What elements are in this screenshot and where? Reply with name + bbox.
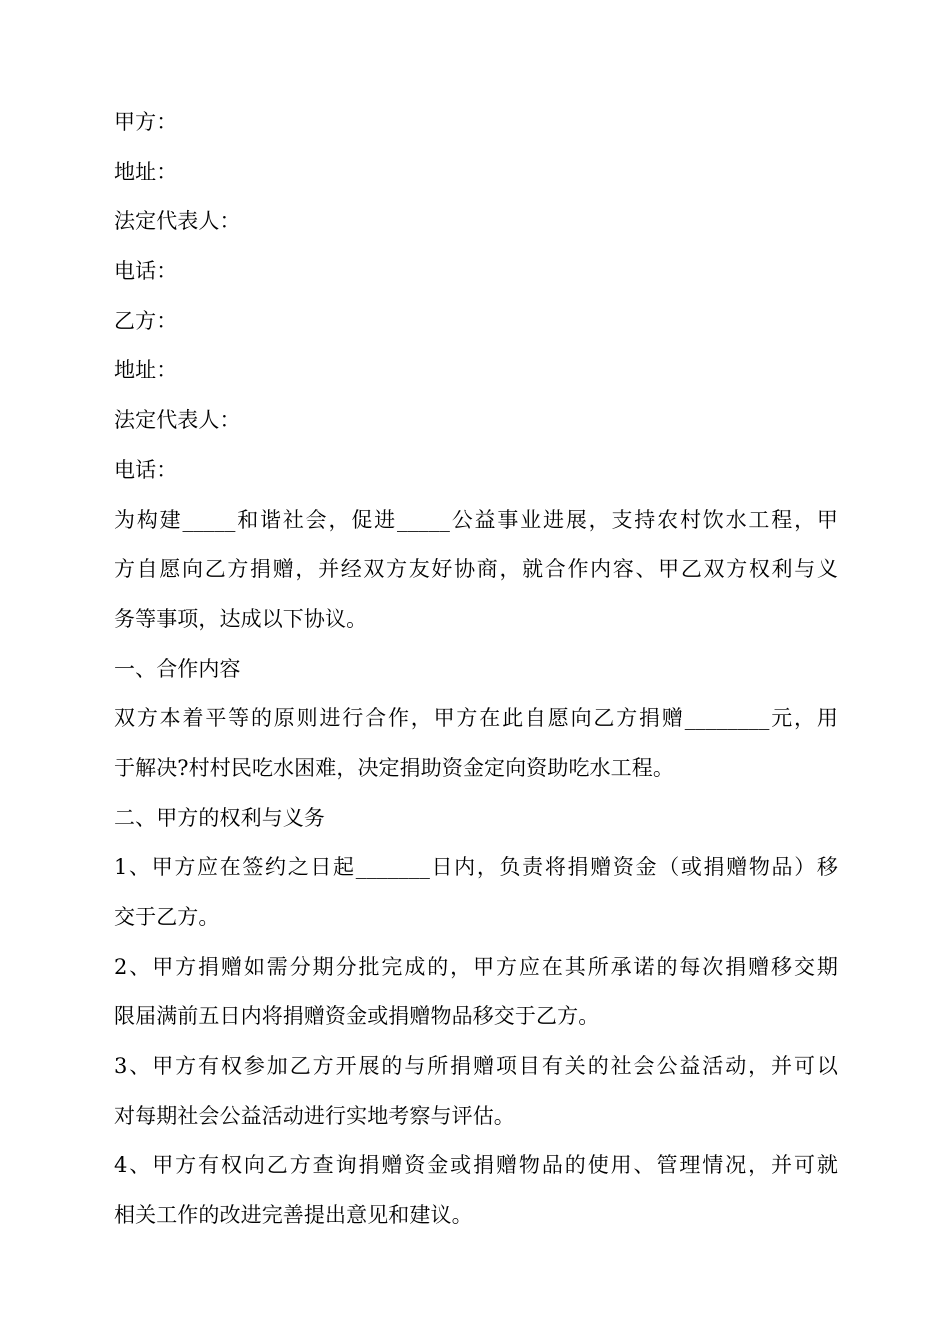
document-body bbox=[114, 102, 838, 1245]
party-a-address-label: 地址： bbox=[114, 159, 178, 184]
party-a-representative-label: 法定代表人： bbox=[114, 209, 241, 234]
clause-4-line-2: 相关工作的改进完善提出意见和建议。 bbox=[114, 1203, 473, 1228]
clause-4-line-1: 4、甲方有权向乙方查询捐赠资金或捐赠物品的使用、管理情况，并可就 bbox=[114, 1153, 838, 1178]
party-a-phone-label: 电话： bbox=[114, 259, 178, 284]
clause-1-line-1: 1、甲方应在签约之日起_______日内，负责将捐赠资金（或捐赠物品）移 bbox=[114, 855, 838, 880]
party-b-label: 乙方： bbox=[114, 308, 178, 333]
party-b-address-label: 地址： bbox=[114, 358, 178, 383]
preamble-line-2: 方自愿向乙方捐赠，并经双方友好协商，就合作内容、甲乙双方权利与义 bbox=[114, 557, 838, 582]
clause-2-line-1: 2、甲方捐赠如需分期分批完成的，甲方应在其所承诺的每次捐赠移交期 bbox=[114, 954, 838, 979]
cooperation-line-1: 双方本着平等的原则进行合作，甲方在此自愿向乙方捐赠________元，用 bbox=[114, 706, 838, 731]
party-a-label: 甲方： bbox=[114, 110, 178, 134]
section-heading-cooperation: 一、合作内容 bbox=[114, 656, 241, 681]
preamble-line-1: 为构建_____和谐社会，促进_____公益事业进展，支持农村饮水工程，甲 bbox=[114, 507, 838, 532]
section-heading-party-a-rights: 二、甲方的权利与义务 bbox=[114, 805, 325, 830]
clause-3-line-2: 对每期社会公益活动进行实地考察与评估。 bbox=[114, 1103, 515, 1128]
party-b-phone-label: 电话： bbox=[114, 457, 178, 482]
party-b-representative-label: 法定代表人： bbox=[114, 408, 241, 433]
clause-1-line-2: 交于乙方。 bbox=[114, 905, 220, 929]
clause-2-line-2: 限届满前五日内将捐赠资金或捐赠物品移交于乙方。 bbox=[114, 1004, 600, 1029]
preamble-line-3: 务等事项，达成以下协议。 bbox=[114, 606, 368, 631]
clause-3-line-1: 3、甲方有权参加乙方开展的与所捐赠项目有关的社会公益活动，并可以 bbox=[114, 1054, 838, 1079]
cooperation-line-2: 于解决?村村民吃水困难，决定捐助资金定向资助吃水工程。 bbox=[114, 755, 674, 780]
